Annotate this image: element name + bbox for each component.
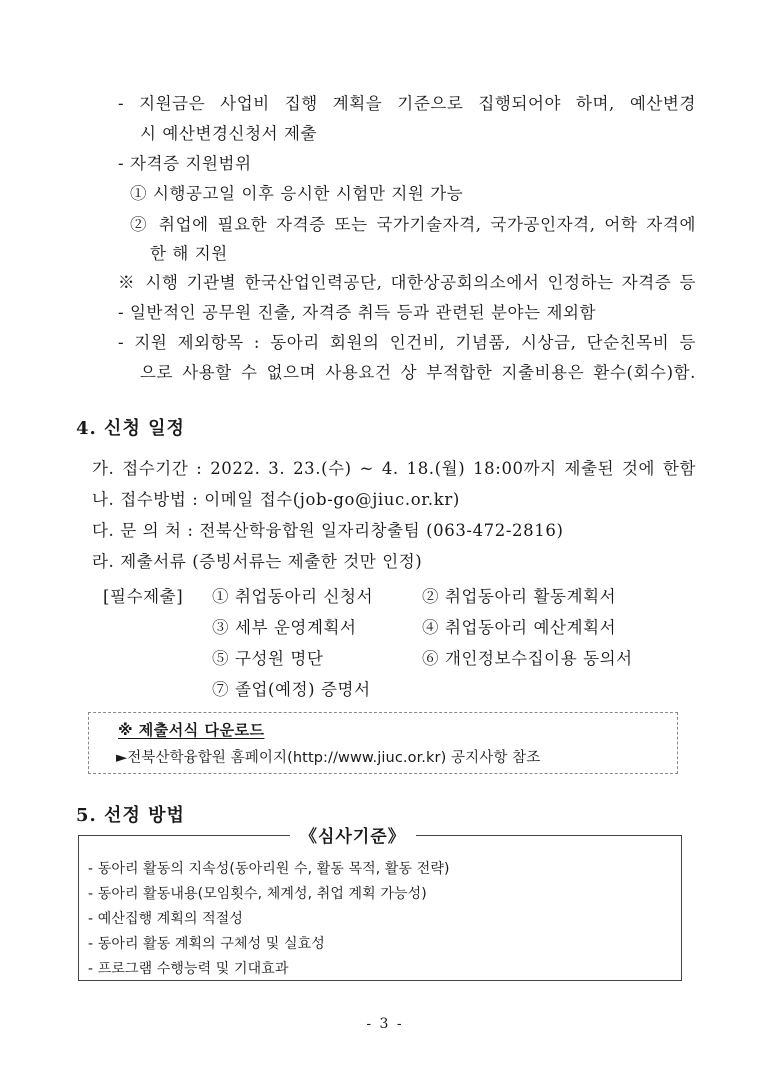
document-item: ① 취업동아리 신청서 (212, 587, 374, 606)
section-5-heading: 5. 선정 방법 (76, 805, 185, 826)
document-item: ⑤ 구성원 명단 (212, 649, 324, 668)
certificate-scope-item-2-cont: 한 해 지원 (150, 244, 228, 263)
certificate-scope-item-1: ① 시행공고일 이후 응시한 시험만 지원 가능 (130, 184, 464, 203)
criteria-item: - 예산집행 계획의 적절성 (88, 911, 244, 927)
certificate-note: ※ 시행 기관별 한국산업인력공단, 대한상공회의소에서 인정하는 자격증 등 (118, 273, 696, 292)
download-title: ※ 제출서식 다운로드 (118, 721, 265, 739)
criteria-item: - 동아리 활동 계획의 구체성 및 실효성 (88, 936, 325, 952)
criteria-title: 《심사기준》 (290, 822, 416, 847)
exclusion-note: - 일반적인 공무원 진출, 자격증 취득 등과 관련된 분야는 제외함 (118, 303, 597, 322)
section-4-heading: 4. 신청 일정 (76, 418, 185, 439)
contact-info: 다. 문 의 처 : 전북산학융합원 일자리창출팀 (063-472-2816) (92, 521, 564, 540)
certificate-scope-heading: - 자격증 지원범위 (118, 154, 252, 173)
document-item: ③ 세부 운영계획서 (212, 618, 357, 637)
application-period: 가. 접수기간 : 2022. 3. 23.(수) ~ 4. 18.(월) 18:00까지 제출된 것에 한함 (92, 459, 696, 478)
criteria-item: - 프로그램 수행능력 및 기대효과 (88, 961, 289, 977)
required-label: [필수제출] (103, 587, 184, 606)
document-item: ② 취업동아리 활동계획서 (422, 587, 617, 606)
excluded-items-line: - 지원 제외항목 : 동아리 회원의 인건비, 기념품, 시상금, 단순친목비 등 (118, 333, 696, 352)
criteria-item: - 동아리 활동의 지속성(동아리원 수, 활동 목적, 활동 전략) (88, 861, 450, 877)
download-link-text: ►전북산학융합원 홈페이지(http://www.jiuc.or.kr) 공지사항 참조 (116, 750, 541, 766)
excluded-items-line-cont: 으로 사용할 수 없으며 사용요건 상 부적합한 지출비용은 환수(회수)함. (140, 363, 696, 382)
document-item: ⑥ 개인정보수집이용 동의서 (422, 649, 633, 668)
document-item: ⑦ 졸업(예정) 증명서 (212, 680, 371, 699)
page-number: - 3 - (366, 1016, 404, 1032)
criteria-item: - 동아리 활동내용(모임횟수, 체계성, 취업 계획 가능성) (88, 886, 427, 902)
document-item: ④ 취업동아리 예산계획서 (422, 618, 617, 637)
funding-execution-line: - 지원금은 사업비 집행 계획을 기준으로 집행되어야 하며, 예산변경 (118, 94, 696, 113)
certificate-scope-item-2: ② 취업에 필요한 자격증 또는 국가기술자격, 국가공인자격, 어학 자격에 (130, 215, 696, 234)
required-documents-heading: 라. 제출서류 (증빙서류는 제출한 것만 인정) (92, 552, 423, 571)
application-method: 나. 접수방법 : 이메일 접수(job-go@jiuc.or.kr) (92, 490, 460, 509)
budget-change-line: 시 예산변경신청서 제출 (140, 124, 318, 143)
